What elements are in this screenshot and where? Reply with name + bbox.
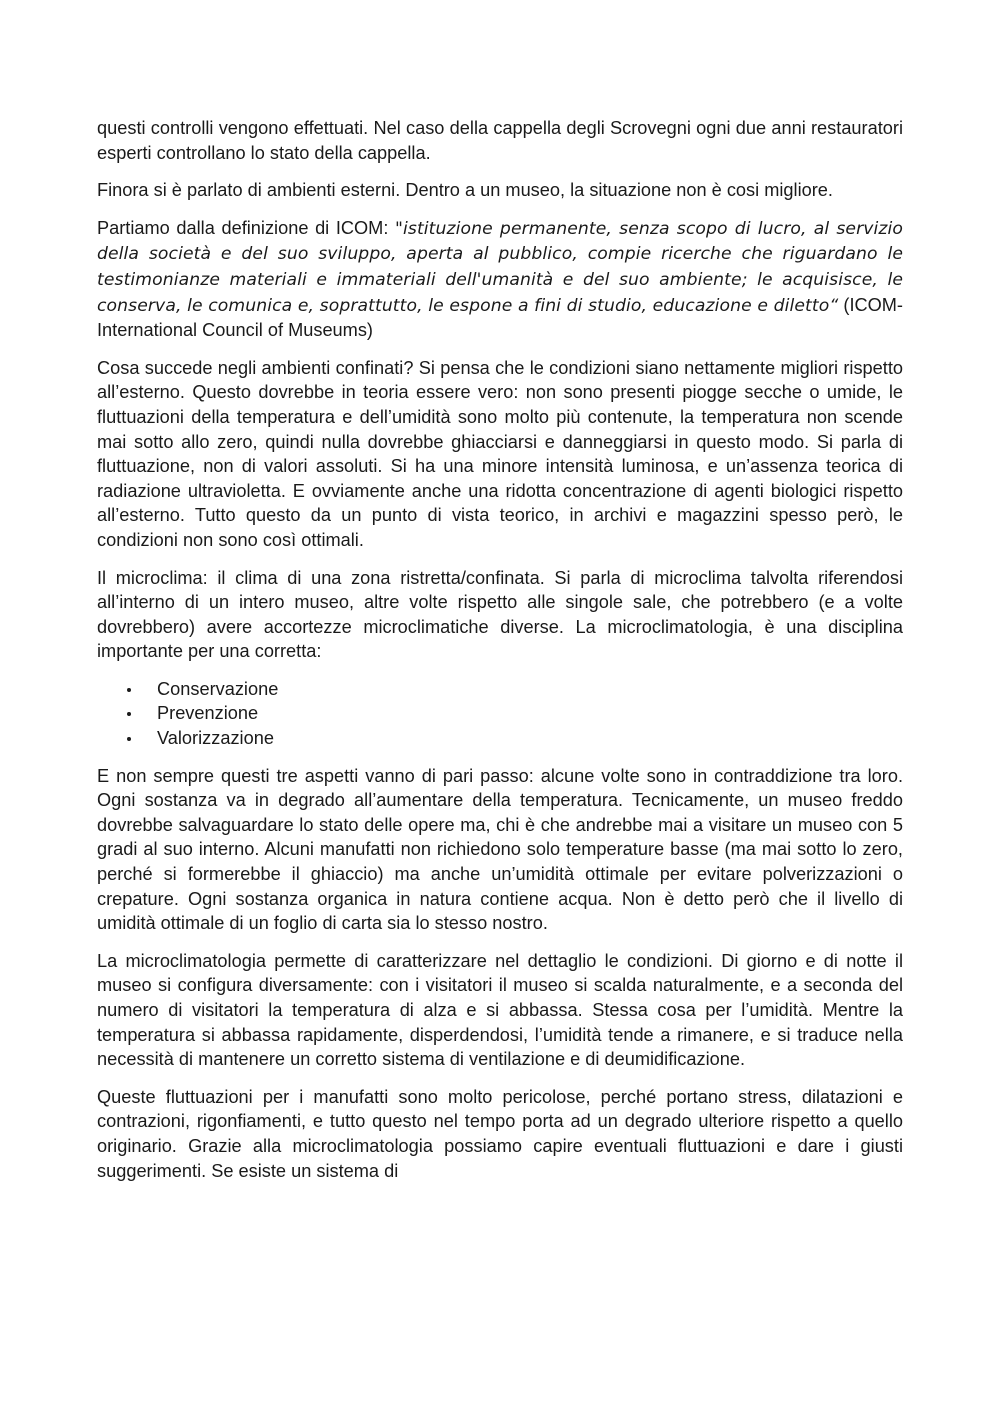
list-item-label: Conservazione (157, 678, 279, 699)
bullet-icon (127, 737, 131, 741)
paragraph-ambienti-esterni: Finora si è parlato di ambienti esterni. Dentro a un museo, la situazione non è cosi migliore. (97, 180, 833, 201)
icom-source: (ICOM-International Council of Museums) (97, 294, 903, 341)
document-page (97, 116, 903, 1196)
icom-quote: "istituzione permanente, senza scopo di lucro, al servizio della società e del suo sviluppo, aperta al pubblico, compie ricerche che riguardano le testimonianze materiali e immateriali dell'umanità e del suo ambiente; le acquisisce, le conserva, le comunica e, soprattutto, le espone a fini di studio, educazione e diletto“ (97, 218, 903, 316)
paragraph-microclimatologia: La microclimatologia permette di caratterizzare nel dettaglio le condizioni. Di giorno e di notte il museo si configura diversamente: con i visitatori il museo si scalda naturalmente, e a seconda del numero di visitatori la temperatura di alza e si abbassa. Stessa cosa per l’umidità. Mentre la temperatura si abbassa rapidamente, disperdendosi, l’umidità tende a rimanere, e si traduce nella necessità di mantenere un corretto sistema di ventilazione e di deumidificazione. (97, 950, 903, 1070)
paragraph-microclima: Il microclima: il clima di una zona ristretta/confinata. Si parla di microclima talvolta riferendosi all’interno di un intero museo, altre volte rispetto alle singole sale, che potrebbero (e a volte dovrebbero) avere accortezze microclimatiche diverse. La microclimatologia, è una disciplina importante per una corretta: (97, 567, 903, 662)
paragraph-cappella-scrovegni: questi controlli vengono effettuati. Nel caso della cappella degli Scrovegni ogni due anni restauratori esperti controllano lo stato della cappella. (97, 118, 903, 163)
bullet-icon (127, 712, 131, 716)
icom-intro-text: Partiamo dalla definizione di ICOM: (97, 217, 396, 238)
list-item-label: Prevenzione (157, 703, 259, 724)
list-item (97, 726, 903, 751)
list-item (97, 701, 903, 726)
paragraph-icom-definition (97, 216, 903, 343)
paragraph-tre-aspetti: E non sempre questi tre aspetti vanno di pari passo: alcune volte sono in contraddizione tra loro. Ogni sostanza va in degrado all’aumentare della temperatura. Tecnicamente, un museo freddo dovrebbe salvaguardare lo stato delle opere ma, chi è che andrebbe mai a visitare un museo con 5 gradi al suo interno. Alcuni manufatti non richiedono solo temperature basse (ma mai sotto lo zero, perché si formerebbe il ghiaccio) ma anche un’umidità ottimale per evitare polverizzazioni o crepature. Ogni sostanza organica in natura contiene acqua. Non è detto però che il livello di umidità ottimale di un foglio di carta sia lo stesso nostro. (97, 765, 903, 934)
list-item (97, 677, 903, 702)
paragraph-ambienti-confinati: Cosa succede negli ambienti confinati? Si pensa che le condizioni siano nettamente migliori rispetto all’esterno. Questo dovrebbe in teoria essere vero: non sono presenti piogge secche o umide, le fluttuazioni della temperatura e dell’umidità sono molto più contenute, la temperatura non scende mai sotto allo zero, quindi nulla dovrebbe ghiacciarsi e danneggiarsi in questo modo. Si parla di fluttuazione, non di valori assoluti. Si ha una minore intensità luminosa, e un’assenza teorica di radiazione ultravioletta. E ovviamente anche una ridotta concentrazione di agenti biologici rispetto all’esterno. Tutto questo da un punto di vista teorico, in archivi e magazzini spesso però, le condizioni non sono così ottimali. (97, 357, 903, 550)
list-item-label: Valorizzazione (157, 728, 274, 749)
bullet-list (97, 677, 903, 751)
paragraph-fluttuazioni: Queste fluttuazioni per i manufatti sono molto pericolose, perché portano stress, dilatazioni e contrazioni, rigonfiamenti, e tutto questo nel tempo porta ad un degrado ulteriore rispetto a quello originario. Grazie alla microclimatologia possiamo capire eventuali fluttuazioni e dare i giusti suggerimenti. Se esiste un sistema di (97, 1086, 903, 1181)
bullet-icon (127, 688, 131, 692)
